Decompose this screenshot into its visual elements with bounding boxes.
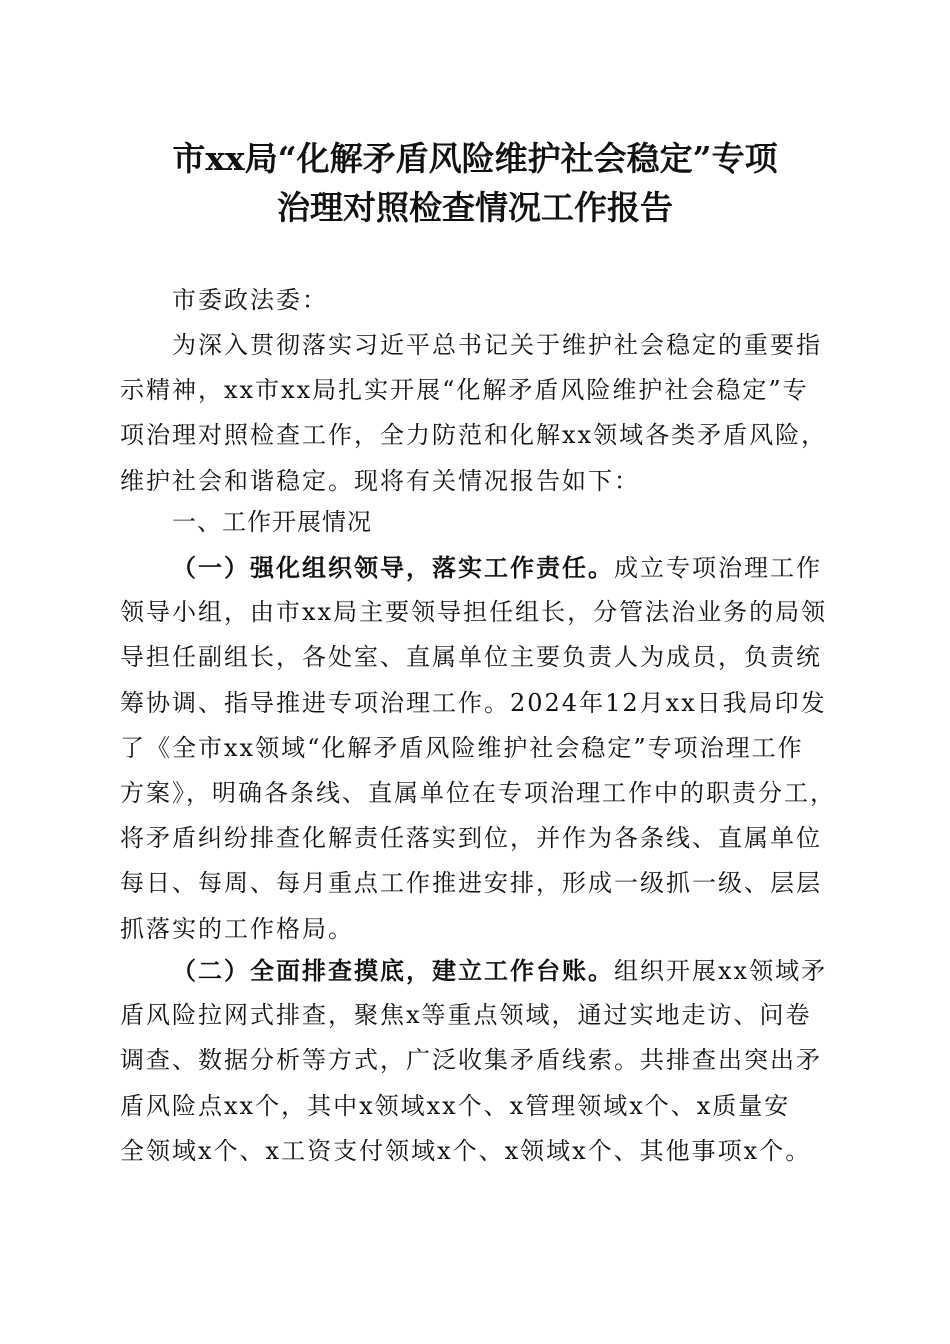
- intro-line: 示精神，xx市xx局扎实开展“化解矛盾风险维护社会稳定”专: [120, 376, 809, 405]
- title-line-2: 治理对照检查情况工作报告: [277, 188, 673, 227]
- paragraph-line: 了《全市xx领域“化解矛盾风险维护社会稳定”专项治理工作: [120, 733, 804, 762]
- paragraph-line: 领导小组，由市xx局主要领导担任组长，分管法治业务的局领: [120, 598, 828, 627]
- paragraph-lead: （二）全面排查摸底，建立工作台账。: [172, 956, 614, 985]
- paragraph-line: 调查、数据分析等方式，广泛收集矛盾线索。共排查出突出矛: [120, 1046, 822, 1075]
- intro-line: 为深入贯彻落实习近平总书记关于维护社会稳定的重要指: [172, 331, 822, 359]
- section-heading: 一、工作开展情况: [172, 508, 372, 536]
- intro-line: 维护社会和谐稳定。现将有关情况报告如下：: [120, 466, 640, 495]
- title-line-1: 市xx局“化解矛盾风险维护社会稳定”专项: [172, 139, 778, 178]
- paragraph-line: 抓落实的工作格局。: [120, 914, 354, 943]
- paragraph-first-line: [120, 545, 840, 590]
- intro-line: 项治理对照检查工作，全力防范和化解xx领域各类矛盾风险，: [120, 421, 828, 450]
- paragraph-first-line: [120, 948, 840, 993]
- paragraph-organization: [120, 545, 840, 952]
- paragraph-line: 方案》，明确各条线、直属单位在专项治理工作中的职责分工，: [120, 778, 836, 807]
- paragraph-investigation: [120, 948, 840, 1174]
- paragraph-line: 盾风险点xx个，其中x领域xx个、x管理领域x个、x质量安: [120, 1091, 791, 1120]
- paragraph-line: 全领域x个、x工资支付领域x个、x领域x个、其他事项x个。: [120, 1136, 812, 1165]
- paragraph-line: 将矛盾纠纷排查化解责任落实到位，并作为各条线、直属单位: [120, 824, 822, 853]
- section-heading-block: [120, 500, 840, 545]
- paragraph-line: 筹协调、指导推进专项治理工作。2024年12月xx日我局印发: [120, 688, 827, 717]
- salutation: 市委政法委：: [172, 286, 328, 314]
- intro-paragraph: [120, 323, 840, 504]
- paragraph-line: 导担任副组长，各处室、直属单位主要负责人为成员，负责统: [120, 643, 822, 672]
- document-title: [100, 134, 850, 232]
- paragraph-line: 盾风险拉网式排查，聚焦x等重点领域，通过实地走访、问卷: [120, 1001, 812, 1030]
- paragraph-first-rest: 成立专项治理工作: [614, 554, 822, 582]
- paragraph-first-rest: 组织开展xx领域矛: [614, 957, 828, 985]
- paragraph-lead: （一）强化组织领导，落实工作责任。: [172, 553, 614, 582]
- paragraph-line: 每日、每周、每月重点工作推进安排，形成一级抓一级、层层: [120, 869, 822, 898]
- salutation-block: [120, 278, 840, 323]
